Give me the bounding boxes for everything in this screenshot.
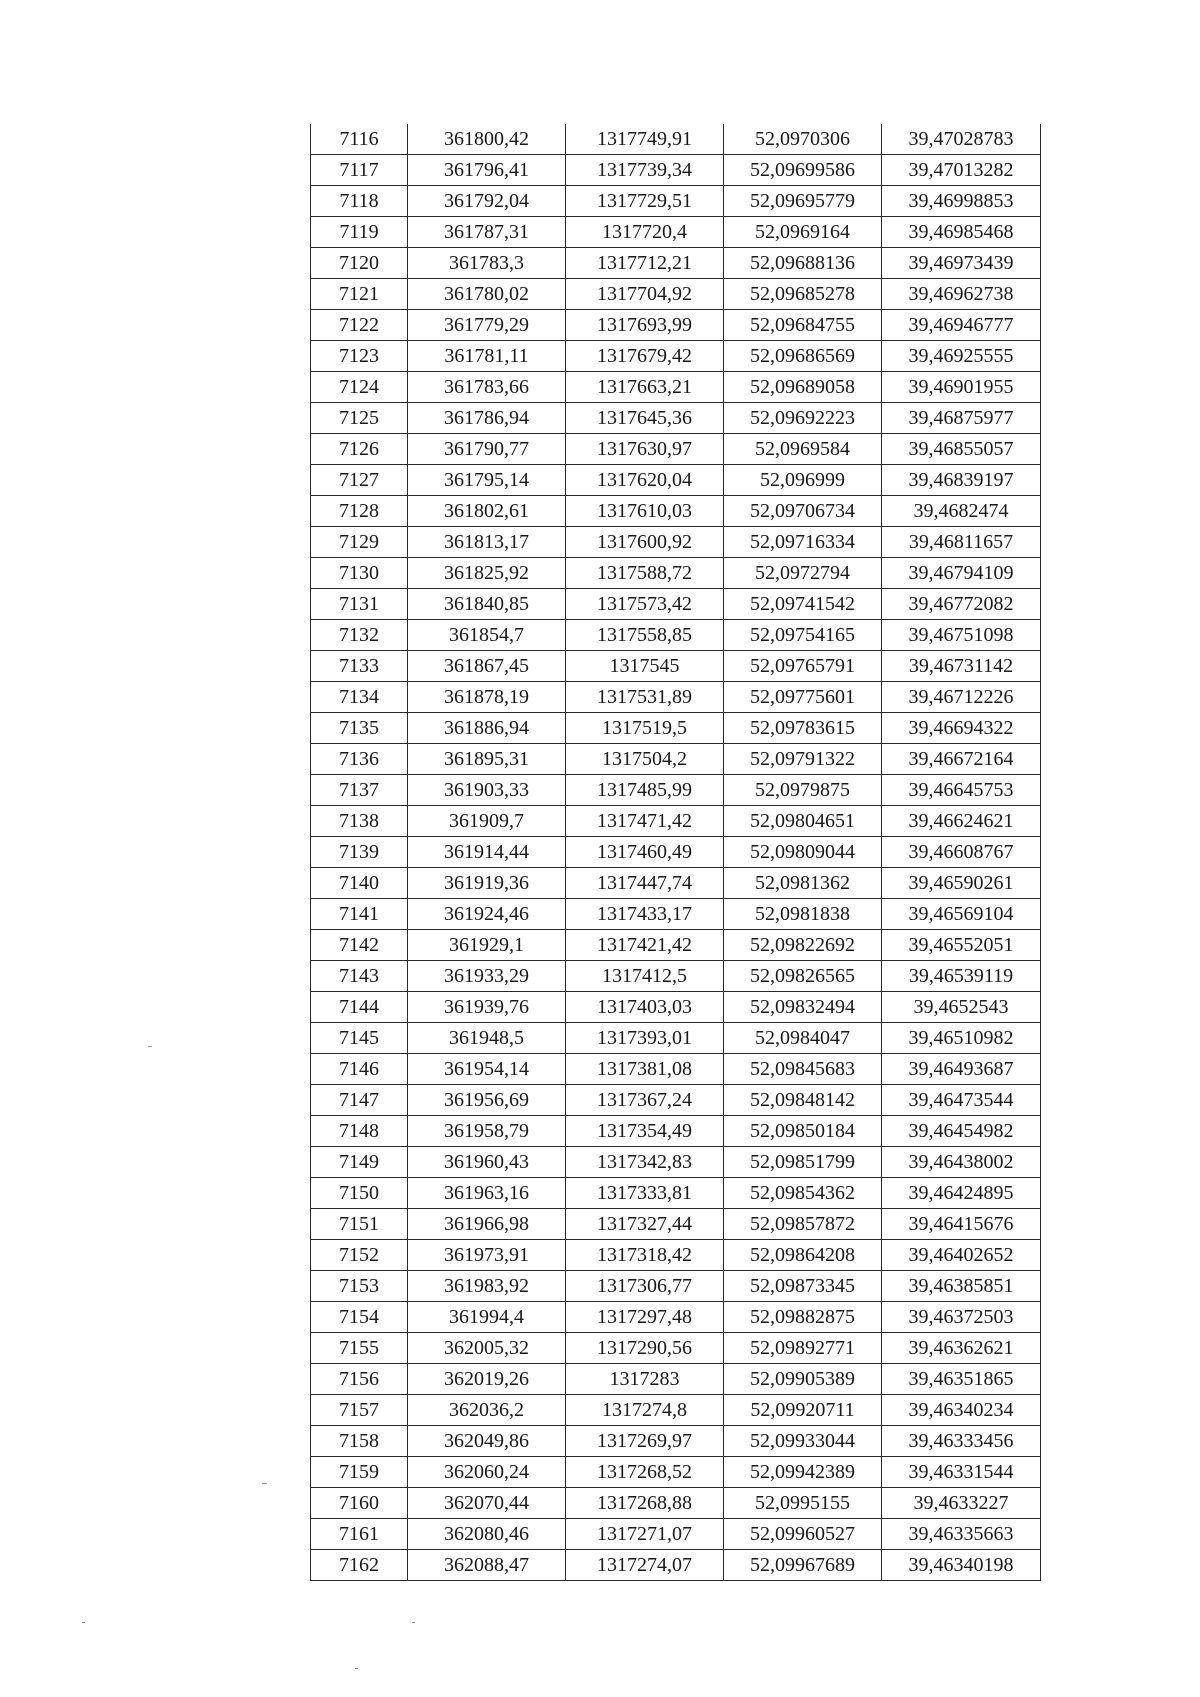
x-coordinate-cell: 361781,11: [408, 341, 566, 372]
y-coordinate-cell: 1317739,34: [566, 155, 724, 186]
point-number-cell: 7155: [311, 1333, 408, 1364]
y-coordinate-cell: 1317749,91: [566, 124, 724, 155]
longitude-cell: 39,46794109: [882, 558, 1041, 589]
longitude-cell: 39,46454982: [882, 1116, 1041, 1147]
table-row: [311, 124, 1041, 155]
y-coordinate-cell: 1317274,07: [566, 1550, 724, 1581]
table-row: [311, 155, 1041, 186]
latitude-cell: 52,09942389: [724, 1457, 882, 1488]
table-row: [311, 1519, 1041, 1550]
table-row: [311, 1302, 1041, 1333]
point-number-cell: 7122: [311, 310, 408, 341]
y-coordinate-cell: 1317679,42: [566, 341, 724, 372]
y-coordinate-cell: 1317333,81: [566, 1178, 724, 1209]
latitude-cell: 52,09850184: [724, 1116, 882, 1147]
table-row: [311, 1147, 1041, 1178]
latitude-cell: 52,0970306: [724, 124, 882, 155]
table-row: [311, 1178, 1041, 1209]
longitude-cell: 39,46875977: [882, 403, 1041, 434]
y-coordinate-cell: 1317693,99: [566, 310, 724, 341]
point-number-cell: 7135: [311, 713, 408, 744]
y-coordinate-cell: 1317290,56: [566, 1333, 724, 1364]
table-row: [311, 186, 1041, 217]
longitude-cell: 39,46712226: [882, 682, 1041, 713]
x-coordinate-cell: 361780,02: [408, 279, 566, 310]
point-number-cell: 7157: [311, 1395, 408, 1426]
longitude-cell: 39,46510982: [882, 1023, 1041, 1054]
x-coordinate-cell: 361903,33: [408, 775, 566, 806]
latitude-cell: 52,0984047: [724, 1023, 882, 1054]
longitude-cell: 39,4682474: [882, 496, 1041, 527]
x-coordinate-cell: 362049,86: [408, 1426, 566, 1457]
y-coordinate-cell: 1317645,36: [566, 403, 724, 434]
longitude-cell: 39,46985468: [882, 217, 1041, 248]
longitude-cell: 39,46493687: [882, 1054, 1041, 1085]
y-coordinate-cell: 1317283: [566, 1364, 724, 1395]
point-number-cell: 7153: [311, 1271, 408, 1302]
table-row: [311, 651, 1041, 682]
table-row: [311, 992, 1041, 1023]
y-coordinate-cell: 1317421,42: [566, 930, 724, 961]
x-coordinate-cell: 361792,04: [408, 186, 566, 217]
point-number-cell: 7144: [311, 992, 408, 1023]
x-coordinate-cell: 361909,7: [408, 806, 566, 837]
table-row: [311, 403, 1041, 434]
table-row: [311, 341, 1041, 372]
longitude-cell: 39,46731142: [882, 651, 1041, 682]
y-coordinate-cell: 1317447,74: [566, 868, 724, 899]
latitude-cell: 52,09686569: [724, 341, 882, 372]
x-coordinate-cell: 362005,32: [408, 1333, 566, 1364]
longitude-cell: 39,46569104: [882, 899, 1041, 930]
latitude-cell: 52,096999: [724, 465, 882, 496]
latitude-cell: 52,09685278: [724, 279, 882, 310]
latitude-cell: 52,09741542: [724, 589, 882, 620]
point-number-cell: 7152: [311, 1240, 408, 1271]
latitude-cell: 52,09892771: [724, 1333, 882, 1364]
latitude-cell: 52,09822692: [724, 930, 882, 961]
longitude-cell: 39,46645753: [882, 775, 1041, 806]
x-coordinate-cell: 362080,46: [408, 1519, 566, 1550]
table-row: [311, 620, 1041, 651]
latitude-cell: 52,09775601: [724, 682, 882, 713]
longitude-cell: 39,47028783: [882, 124, 1041, 155]
latitude-cell: 52,09857872: [724, 1209, 882, 1240]
latitude-cell: 52,09848142: [724, 1085, 882, 1116]
longitude-cell: 39,46340234: [882, 1395, 1041, 1426]
x-coordinate-cell: 361886,94: [408, 713, 566, 744]
longitude-cell: 39,46362621: [882, 1333, 1041, 1364]
point-number-cell: 7160: [311, 1488, 408, 1519]
y-coordinate-cell: 1317433,17: [566, 899, 724, 930]
point-number-cell: 7129: [311, 527, 408, 558]
table-row: [311, 217, 1041, 248]
latitude-cell: 52,09864208: [724, 1240, 882, 1271]
table-row: [311, 589, 1041, 620]
x-coordinate-cell: 361956,69: [408, 1085, 566, 1116]
table-row: [311, 1023, 1041, 1054]
table-row: [311, 713, 1041, 744]
scan-speck: [82, 1622, 85, 1623]
table-row: [311, 744, 1041, 775]
latitude-cell: 52,09692223: [724, 403, 882, 434]
point-number-cell: 7149: [311, 1147, 408, 1178]
y-coordinate-cell: 1317558,85: [566, 620, 724, 651]
table-row: [311, 558, 1041, 589]
y-coordinate-cell: 1317342,83: [566, 1147, 724, 1178]
point-number-cell: 7146: [311, 1054, 408, 1085]
table-row: [311, 1209, 1041, 1240]
longitude-cell: 39,46402652: [882, 1240, 1041, 1271]
longitude-cell: 39,46438002: [882, 1147, 1041, 1178]
x-coordinate-cell: 361783,66: [408, 372, 566, 403]
table-row: [311, 775, 1041, 806]
table-row: [311, 868, 1041, 899]
point-number-cell: 7150: [311, 1178, 408, 1209]
latitude-cell: 52,09920711: [724, 1395, 882, 1426]
x-coordinate-cell: 361924,46: [408, 899, 566, 930]
longitude-cell: 39,46590261: [882, 868, 1041, 899]
y-coordinate-cell: 1317729,51: [566, 186, 724, 217]
y-coordinate-cell: 1317519,5: [566, 713, 724, 744]
x-coordinate-cell: 361994,4: [408, 1302, 566, 1333]
y-coordinate-cell: 1317403,03: [566, 992, 724, 1023]
x-coordinate-cell: 361825,92: [408, 558, 566, 589]
x-coordinate-cell: 361790,77: [408, 434, 566, 465]
longitude-cell: 39,46672164: [882, 744, 1041, 775]
longitude-cell: 39,46539119: [882, 961, 1041, 992]
latitude-cell: 52,09845683: [724, 1054, 882, 1085]
latitude-cell: 52,09826565: [724, 961, 882, 992]
table-row: [311, 248, 1041, 279]
latitude-cell: 52,09882875: [724, 1302, 882, 1333]
longitude-cell: 39,46962738: [882, 279, 1041, 310]
latitude-cell: 52,09765791: [724, 651, 882, 682]
latitude-cell: 52,09716334: [724, 527, 882, 558]
latitude-cell: 52,09804651: [724, 806, 882, 837]
table-row: [311, 1488, 1041, 1519]
table-row: [311, 1240, 1041, 1271]
coordinates-table-body: [311, 124, 1041, 1581]
table-row: [311, 527, 1041, 558]
table-row: [311, 1364, 1041, 1395]
y-coordinate-cell: 1317531,89: [566, 682, 724, 713]
table-row: [311, 372, 1041, 403]
y-coordinate-cell: 1317712,21: [566, 248, 724, 279]
longitude-cell: 39,46901955: [882, 372, 1041, 403]
table-row: [311, 930, 1041, 961]
y-coordinate-cell: 1317620,04: [566, 465, 724, 496]
x-coordinate-cell: 362070,44: [408, 1488, 566, 1519]
x-coordinate-cell: 361813,17: [408, 527, 566, 558]
y-coordinate-cell: 1317268,88: [566, 1488, 724, 1519]
point-number-cell: 7151: [311, 1209, 408, 1240]
point-number-cell: 7119: [311, 217, 408, 248]
latitude-cell: 52,09684755: [724, 310, 882, 341]
scan-speck: [148, 1046, 152, 1047]
x-coordinate-cell: 361973,91: [408, 1240, 566, 1271]
point-number-cell: 7161: [311, 1519, 408, 1550]
y-coordinate-cell: 1317318,42: [566, 1240, 724, 1271]
latitude-cell: 52,09706734: [724, 496, 882, 527]
point-number-cell: 7123: [311, 341, 408, 372]
table-row: [311, 1426, 1041, 1457]
longitude-cell: 39,46372503: [882, 1302, 1041, 1333]
longitude-cell: 39,46946777: [882, 310, 1041, 341]
latitude-cell: 52,09873345: [724, 1271, 882, 1302]
point-number-cell: 7120: [311, 248, 408, 279]
x-coordinate-cell: 361914,44: [408, 837, 566, 868]
table-row: [311, 1333, 1041, 1364]
x-coordinate-cell: 361983,92: [408, 1271, 566, 1302]
table-row: [311, 1395, 1041, 1426]
x-coordinate-cell: 361895,31: [408, 744, 566, 775]
longitude-cell: 39,46340198: [882, 1550, 1041, 1581]
table-row: [311, 1085, 1041, 1116]
latitude-cell: 52,0981362: [724, 868, 882, 899]
y-coordinate-cell: 1317630,97: [566, 434, 724, 465]
longitude-cell: 39,46351865: [882, 1364, 1041, 1395]
latitude-cell: 52,09699586: [724, 155, 882, 186]
point-number-cell: 7148: [311, 1116, 408, 1147]
point-number-cell: 7132: [311, 620, 408, 651]
latitude-cell: 52,09905389: [724, 1364, 882, 1395]
x-coordinate-cell: 361958,79: [408, 1116, 566, 1147]
y-coordinate-cell: 1317306,77: [566, 1271, 724, 1302]
table-row: [311, 310, 1041, 341]
point-number-cell: 7128: [311, 496, 408, 527]
x-coordinate-cell: 361795,14: [408, 465, 566, 496]
table-row: [311, 279, 1041, 310]
point-number-cell: 7154: [311, 1302, 408, 1333]
table-row: [311, 961, 1041, 992]
y-coordinate-cell: 1317297,48: [566, 1302, 724, 1333]
longitude-cell: 39,46772082: [882, 589, 1041, 620]
longitude-cell: 39,46811657: [882, 527, 1041, 558]
x-coordinate-cell: 361854,7: [408, 620, 566, 651]
latitude-cell: 52,09967689: [724, 1550, 882, 1581]
x-coordinate-cell: 361919,36: [408, 868, 566, 899]
x-coordinate-cell: 361786,94: [408, 403, 566, 434]
longitude-cell: 39,46385851: [882, 1271, 1041, 1302]
longitude-cell: 39,46855057: [882, 434, 1041, 465]
longitude-cell: 39,46333456: [882, 1426, 1041, 1457]
longitude-cell: 39,46331544: [882, 1457, 1041, 1488]
latitude-cell: 52,0981838: [724, 899, 882, 930]
y-coordinate-cell: 1317268,52: [566, 1457, 724, 1488]
x-coordinate-cell: 361787,31: [408, 217, 566, 248]
y-coordinate-cell: 1317720,4: [566, 217, 724, 248]
longitude-cell: 39,46694322: [882, 713, 1041, 744]
longitude-cell: 39,46998853: [882, 186, 1041, 217]
y-coordinate-cell: 1317460,49: [566, 837, 724, 868]
point-number-cell: 7137: [311, 775, 408, 806]
latitude-cell: 52,09960527: [724, 1519, 882, 1550]
latitude-cell: 52,09783615: [724, 713, 882, 744]
y-coordinate-cell: 1317354,49: [566, 1116, 724, 1147]
latitude-cell: 52,0995155: [724, 1488, 882, 1519]
y-coordinate-cell: 1317393,01: [566, 1023, 724, 1054]
point-number-cell: 7142: [311, 930, 408, 961]
point-number-cell: 7147: [311, 1085, 408, 1116]
point-number-cell: 7158: [311, 1426, 408, 1457]
x-coordinate-cell: 361802,61: [408, 496, 566, 527]
table-row: [311, 465, 1041, 496]
longitude-cell: 39,46424895: [882, 1178, 1041, 1209]
longitude-cell: 39,46624621: [882, 806, 1041, 837]
table-row: [311, 1550, 1041, 1581]
point-number-cell: 7136: [311, 744, 408, 775]
x-coordinate-cell: 361878,19: [408, 682, 566, 713]
longitude-cell: 39,46608767: [882, 837, 1041, 868]
x-coordinate-cell: 361840,85: [408, 589, 566, 620]
point-number-cell: 7130: [311, 558, 408, 589]
point-number-cell: 7118: [311, 186, 408, 217]
x-coordinate-cell: 361929,1: [408, 930, 566, 961]
y-coordinate-cell: 1317545: [566, 651, 724, 682]
latitude-cell: 52,09754165: [724, 620, 882, 651]
table-row: [311, 1271, 1041, 1302]
table-row: [311, 434, 1041, 465]
x-coordinate-cell: 362088,47: [408, 1550, 566, 1581]
longitude-cell: 39,46839197: [882, 465, 1041, 496]
longitude-cell: 39,4652543: [882, 992, 1041, 1023]
x-coordinate-cell: 361867,45: [408, 651, 566, 682]
point-number-cell: 7124: [311, 372, 408, 403]
point-number-cell: 7143: [311, 961, 408, 992]
x-coordinate-cell: 361963,16: [408, 1178, 566, 1209]
x-coordinate-cell: 362060,24: [408, 1457, 566, 1488]
point-number-cell: 7134: [311, 682, 408, 713]
x-coordinate-cell: 362036,2: [408, 1395, 566, 1426]
y-coordinate-cell: 1317588,72: [566, 558, 724, 589]
latitude-cell: 52,09832494: [724, 992, 882, 1023]
longitude-cell: 39,4633227: [882, 1488, 1041, 1519]
point-number-cell: 7131: [311, 589, 408, 620]
point-number-cell: 7121: [311, 279, 408, 310]
point-number-cell: 7133: [311, 651, 408, 682]
latitude-cell: 52,09689058: [724, 372, 882, 403]
x-coordinate-cell: 361783,3: [408, 248, 566, 279]
x-coordinate-cell: 361954,14: [408, 1054, 566, 1085]
point-number-cell: 7145: [311, 1023, 408, 1054]
latitude-cell: 52,0969584: [724, 434, 882, 465]
point-number-cell: 7116: [311, 124, 408, 155]
point-number-cell: 7141: [311, 899, 408, 930]
point-number-cell: 7117: [311, 155, 408, 186]
x-coordinate-cell: 361939,76: [408, 992, 566, 1023]
point-number-cell: 7127: [311, 465, 408, 496]
x-coordinate-cell: 361779,29: [408, 310, 566, 341]
y-coordinate-cell: 1317600,92: [566, 527, 724, 558]
x-coordinate-cell: 361948,5: [408, 1023, 566, 1054]
table-row: [311, 899, 1041, 930]
longitude-cell: 39,46415676: [882, 1209, 1041, 1240]
table-row: [311, 837, 1041, 868]
longitude-cell: 39,46473544: [882, 1085, 1041, 1116]
point-number-cell: 7159: [311, 1457, 408, 1488]
table-row: [311, 1116, 1041, 1147]
x-coordinate-cell: 361800,42: [408, 124, 566, 155]
scan-speck: [262, 1483, 267, 1484]
point-number-cell: 7156: [311, 1364, 408, 1395]
x-coordinate-cell: 361966,98: [408, 1209, 566, 1240]
x-coordinate-cell: 361960,43: [408, 1147, 566, 1178]
longitude-cell: 39,46751098: [882, 620, 1041, 651]
point-number-cell: 7140: [311, 868, 408, 899]
latitude-cell: 52,0969164: [724, 217, 882, 248]
longitude-cell: 39,46335663: [882, 1519, 1041, 1550]
y-coordinate-cell: 1317269,97: [566, 1426, 724, 1457]
scan-speck: [412, 1622, 415, 1623]
x-coordinate-cell: 362019,26: [408, 1364, 566, 1395]
y-coordinate-cell: 1317485,99: [566, 775, 724, 806]
latitude-cell: 52,09695779: [724, 186, 882, 217]
point-number-cell: 7162: [311, 1550, 408, 1581]
latitude-cell: 52,09854362: [724, 1178, 882, 1209]
latitude-cell: 52,0972794: [724, 558, 882, 589]
latitude-cell: 52,09851799: [724, 1147, 882, 1178]
table-row: [311, 806, 1041, 837]
point-number-cell: 7125: [311, 403, 408, 434]
latitude-cell: 52,0979875: [724, 775, 882, 806]
y-coordinate-cell: 1317471,42: [566, 806, 724, 837]
y-coordinate-cell: 1317271,07: [566, 1519, 724, 1550]
latitude-cell: 52,09809044: [724, 837, 882, 868]
y-coordinate-cell: 1317704,92: [566, 279, 724, 310]
y-coordinate-cell: 1317573,42: [566, 589, 724, 620]
longitude-cell: 39,46973439: [882, 248, 1041, 279]
latitude-cell: 52,09688136: [724, 248, 882, 279]
longitude-cell: 39,46925555: [882, 341, 1041, 372]
table-row: [311, 682, 1041, 713]
y-coordinate-cell: 1317663,21: [566, 372, 724, 403]
y-coordinate-cell: 1317412,5: [566, 961, 724, 992]
latitude-cell: 52,09791322: [724, 744, 882, 775]
table-row: [311, 496, 1041, 527]
y-coordinate-cell: 1317367,24: [566, 1085, 724, 1116]
coordinates-table: [310, 124, 1041, 1581]
point-number-cell: 7139: [311, 837, 408, 868]
table-row: [311, 1457, 1041, 1488]
scan-speck: [355, 1668, 358, 1669]
longitude-cell: 39,46552051: [882, 930, 1041, 961]
y-coordinate-cell: 1317610,03: [566, 496, 724, 527]
table-row: [311, 1054, 1041, 1085]
x-coordinate-cell: 361933,29: [408, 961, 566, 992]
x-coordinate-cell: 361796,41: [408, 155, 566, 186]
y-coordinate-cell: 1317327,44: [566, 1209, 724, 1240]
y-coordinate-cell: 1317274,8: [566, 1395, 724, 1426]
point-number-cell: 7138: [311, 806, 408, 837]
longitude-cell: 39,47013282: [882, 155, 1041, 186]
latitude-cell: 52,09933044: [724, 1426, 882, 1457]
y-coordinate-cell: 1317504,2: [566, 744, 724, 775]
point-number-cell: 7126: [311, 434, 408, 465]
y-coordinate-cell: 1317381,08: [566, 1054, 724, 1085]
